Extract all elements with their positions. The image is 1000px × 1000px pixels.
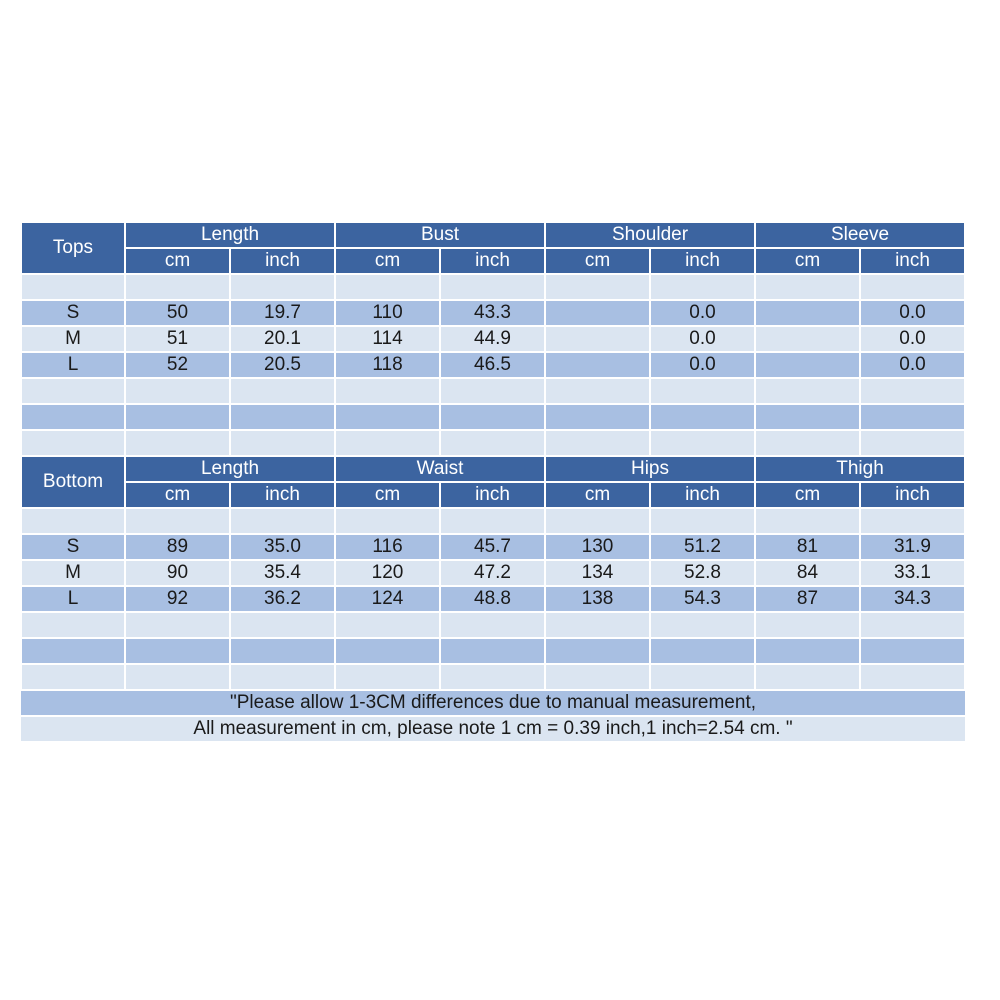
measurement-cell [650, 508, 755, 534]
measurement-cell: 46.5 [440, 352, 545, 378]
measurement-cell: 43.3 [440, 300, 545, 326]
note-row-1 [21, 690, 965, 716]
measurement-cell [545, 404, 650, 430]
table-row [21, 612, 965, 638]
tops-unit-inch: inch [650, 248, 755, 274]
measurement-cell: 92 [125, 586, 230, 612]
bottom-unit-inch: inch [860, 482, 965, 508]
measurement-cell [755, 326, 860, 352]
table-row [21, 378, 965, 404]
measurement-cell: 35.0 [230, 534, 335, 560]
tops-unit-inch: inch [230, 248, 335, 274]
measurement-cell [335, 378, 440, 404]
size-cell: S [21, 300, 125, 326]
measurement-cell [335, 508, 440, 534]
measurement-cell [650, 404, 755, 430]
measurement-cell [650, 612, 755, 638]
size-cell [21, 404, 125, 430]
measurement-cell: 90 [125, 560, 230, 586]
measurement-cell [755, 274, 860, 300]
measurement-cell: 110 [335, 300, 440, 326]
measurement-cell: 44.9 [440, 326, 545, 352]
measurement-cell [650, 274, 755, 300]
tops-unit-cm: cm [545, 248, 650, 274]
measurement-cell [755, 352, 860, 378]
measurement-cell [860, 638, 965, 664]
measurement-cell: 120 [335, 560, 440, 586]
bottom-group-header-row [21, 456, 965, 482]
bottom-section-title: Bottom [21, 456, 125, 508]
size-cell [21, 508, 125, 534]
measurement-cell [755, 378, 860, 404]
size-cell [21, 378, 125, 404]
measurement-cell [125, 404, 230, 430]
measurement-cell [230, 404, 335, 430]
bottom-unit-row [21, 482, 965, 508]
tops-group-bust: Bust [335, 222, 545, 248]
size-cell: M [21, 326, 125, 352]
measurement-cell [860, 404, 965, 430]
measurement-cell [860, 378, 965, 404]
bottom-group-length: Length [125, 456, 335, 482]
measurement-cell [860, 508, 965, 534]
measurement-cell [755, 508, 860, 534]
note-line-1: "Please allow 1-3CM differences due to manual measurement, [21, 690, 965, 716]
measurement-cell [650, 430, 755, 456]
measurement-cell: 114 [335, 326, 440, 352]
measurement-cell [125, 378, 230, 404]
measurement-cell [335, 664, 440, 690]
measurement-cell [860, 664, 965, 690]
measurement-cell: 0.0 [650, 326, 755, 352]
measurement-cell [440, 638, 545, 664]
tops-unit-inch: inch [440, 248, 545, 274]
measurement-cell: 124 [335, 586, 440, 612]
measurement-cell: 34.3 [860, 586, 965, 612]
measurement-cell [860, 274, 965, 300]
measurement-cell [230, 612, 335, 638]
measurement-cell [440, 274, 545, 300]
measurement-cell [230, 638, 335, 664]
measurement-cell [230, 274, 335, 300]
tops-section-title: Tops [21, 222, 125, 274]
bottom-unit-inch: inch [230, 482, 335, 508]
measurement-cell [545, 274, 650, 300]
measurement-cell: 87 [755, 586, 860, 612]
measurement-cell: 52.8 [650, 560, 755, 586]
measurement-cell [335, 612, 440, 638]
measurement-cell [650, 378, 755, 404]
measurement-cell [545, 430, 650, 456]
measurement-cell [650, 638, 755, 664]
measurement-cell [545, 612, 650, 638]
tops-group-shoulder: Shoulder [545, 222, 755, 248]
measurement-cell [440, 664, 545, 690]
measurement-cell [545, 508, 650, 534]
table-row [21, 430, 965, 456]
measurement-cell [440, 404, 545, 430]
table-row [21, 404, 965, 430]
tops-unit-cm: cm [755, 248, 860, 274]
measurement-cell [125, 508, 230, 534]
measurement-cell: 20.1 [230, 326, 335, 352]
measurement-cell: 134 [545, 560, 650, 586]
measurement-cell: 36.2 [230, 586, 335, 612]
measurement-cell: 0.0 [860, 326, 965, 352]
measurement-cell: 81 [755, 534, 860, 560]
measurement-cell [230, 430, 335, 456]
size-cell [21, 664, 125, 690]
size-table [20, 221, 966, 743]
table-row [21, 586, 965, 612]
note-line-2: All measurement in cm, please note 1 cm = 0.39 inch,1 inch=2.54 cm. " [21, 716, 965, 742]
measurement-cell [335, 274, 440, 300]
measurement-cell [230, 664, 335, 690]
size-cell [21, 638, 125, 664]
size-cell [21, 430, 125, 456]
measurement-cell: 47.2 [440, 560, 545, 586]
measurement-cell: 33.1 [860, 560, 965, 586]
measurement-cell: 31.9 [860, 534, 965, 560]
measurement-cell: 19.7 [230, 300, 335, 326]
size-chart [20, 221, 964, 743]
measurement-cell: 20.5 [230, 352, 335, 378]
measurement-cell: 118 [335, 352, 440, 378]
measurement-cell [755, 638, 860, 664]
measurement-cell [230, 508, 335, 534]
measurement-cell: 54.3 [650, 586, 755, 612]
size-cell: L [21, 352, 125, 378]
measurement-cell [755, 612, 860, 638]
measurement-cell: 0.0 [650, 352, 755, 378]
bottom-unit-inch: inch [650, 482, 755, 508]
table-row [21, 274, 965, 300]
measurement-cell [755, 664, 860, 690]
table-row [21, 352, 965, 378]
measurement-cell: 116 [335, 534, 440, 560]
table-row [21, 300, 965, 326]
measurement-cell [230, 378, 335, 404]
tops-unit-inch: inch [860, 248, 965, 274]
measurement-cell: 0.0 [860, 300, 965, 326]
measurement-cell: 51.2 [650, 534, 755, 560]
table-row [21, 638, 965, 664]
measurement-cell [125, 638, 230, 664]
measurement-cell: 89 [125, 534, 230, 560]
measurement-cell [125, 274, 230, 300]
size-cell: L [21, 586, 125, 612]
bottom-unit-cm: cm [545, 482, 650, 508]
measurement-cell [755, 404, 860, 430]
measurement-cell [335, 404, 440, 430]
measurement-cell: 51 [125, 326, 230, 352]
measurement-cell [860, 430, 965, 456]
bottom-group-thigh: Thigh [755, 456, 965, 482]
size-cell: M [21, 560, 125, 586]
tops-group-length: Length [125, 222, 335, 248]
tops-unit-row [21, 248, 965, 274]
table-row [21, 326, 965, 352]
measurement-cell [440, 378, 545, 404]
bottom-unit-cm: cm [125, 482, 230, 508]
bottom-unit-cm: cm [755, 482, 860, 508]
measurement-cell [440, 430, 545, 456]
measurement-cell: 138 [545, 586, 650, 612]
measurement-cell: 35.4 [230, 560, 335, 586]
measurement-cell: 45.7 [440, 534, 545, 560]
measurement-cell [545, 326, 650, 352]
measurement-cell [545, 638, 650, 664]
measurement-cell [545, 664, 650, 690]
tops-unit-cm: cm [125, 248, 230, 274]
tops-group-header-row [21, 222, 965, 248]
measurement-cell: 130 [545, 534, 650, 560]
measurement-cell [335, 430, 440, 456]
size-cell [21, 612, 125, 638]
measurement-cell: 48.8 [440, 586, 545, 612]
size-cell [21, 274, 125, 300]
bottom-group-hips: Hips [545, 456, 755, 482]
measurement-cell [755, 300, 860, 326]
bottom-group-waist: Waist [335, 456, 545, 482]
measurement-cell [440, 508, 545, 534]
measurement-cell [125, 612, 230, 638]
note-row-2 [21, 716, 965, 742]
measurement-cell [545, 300, 650, 326]
measurement-cell [650, 664, 755, 690]
measurement-cell [440, 612, 545, 638]
bottom-unit-cm: cm [335, 482, 440, 508]
measurement-cell [545, 352, 650, 378]
size-cell: S [21, 534, 125, 560]
table-row [21, 664, 965, 690]
measurement-cell: 0.0 [860, 352, 965, 378]
tops-unit-cm: cm [335, 248, 440, 274]
bottom-unit-inch: inch [440, 482, 545, 508]
table-row [21, 534, 965, 560]
measurement-cell [125, 664, 230, 690]
table-row [21, 560, 965, 586]
measurement-cell [860, 612, 965, 638]
measurement-cell: 84 [755, 560, 860, 586]
measurement-cell [125, 430, 230, 456]
measurement-cell [545, 378, 650, 404]
measurement-cell [755, 430, 860, 456]
measurement-cell: 0.0 [650, 300, 755, 326]
tops-group-sleeve: Sleeve [755, 222, 965, 248]
size-table-body [21, 222, 965, 742]
measurement-cell: 52 [125, 352, 230, 378]
measurement-cell [335, 638, 440, 664]
measurement-cell: 50 [125, 300, 230, 326]
table-row [21, 508, 965, 534]
